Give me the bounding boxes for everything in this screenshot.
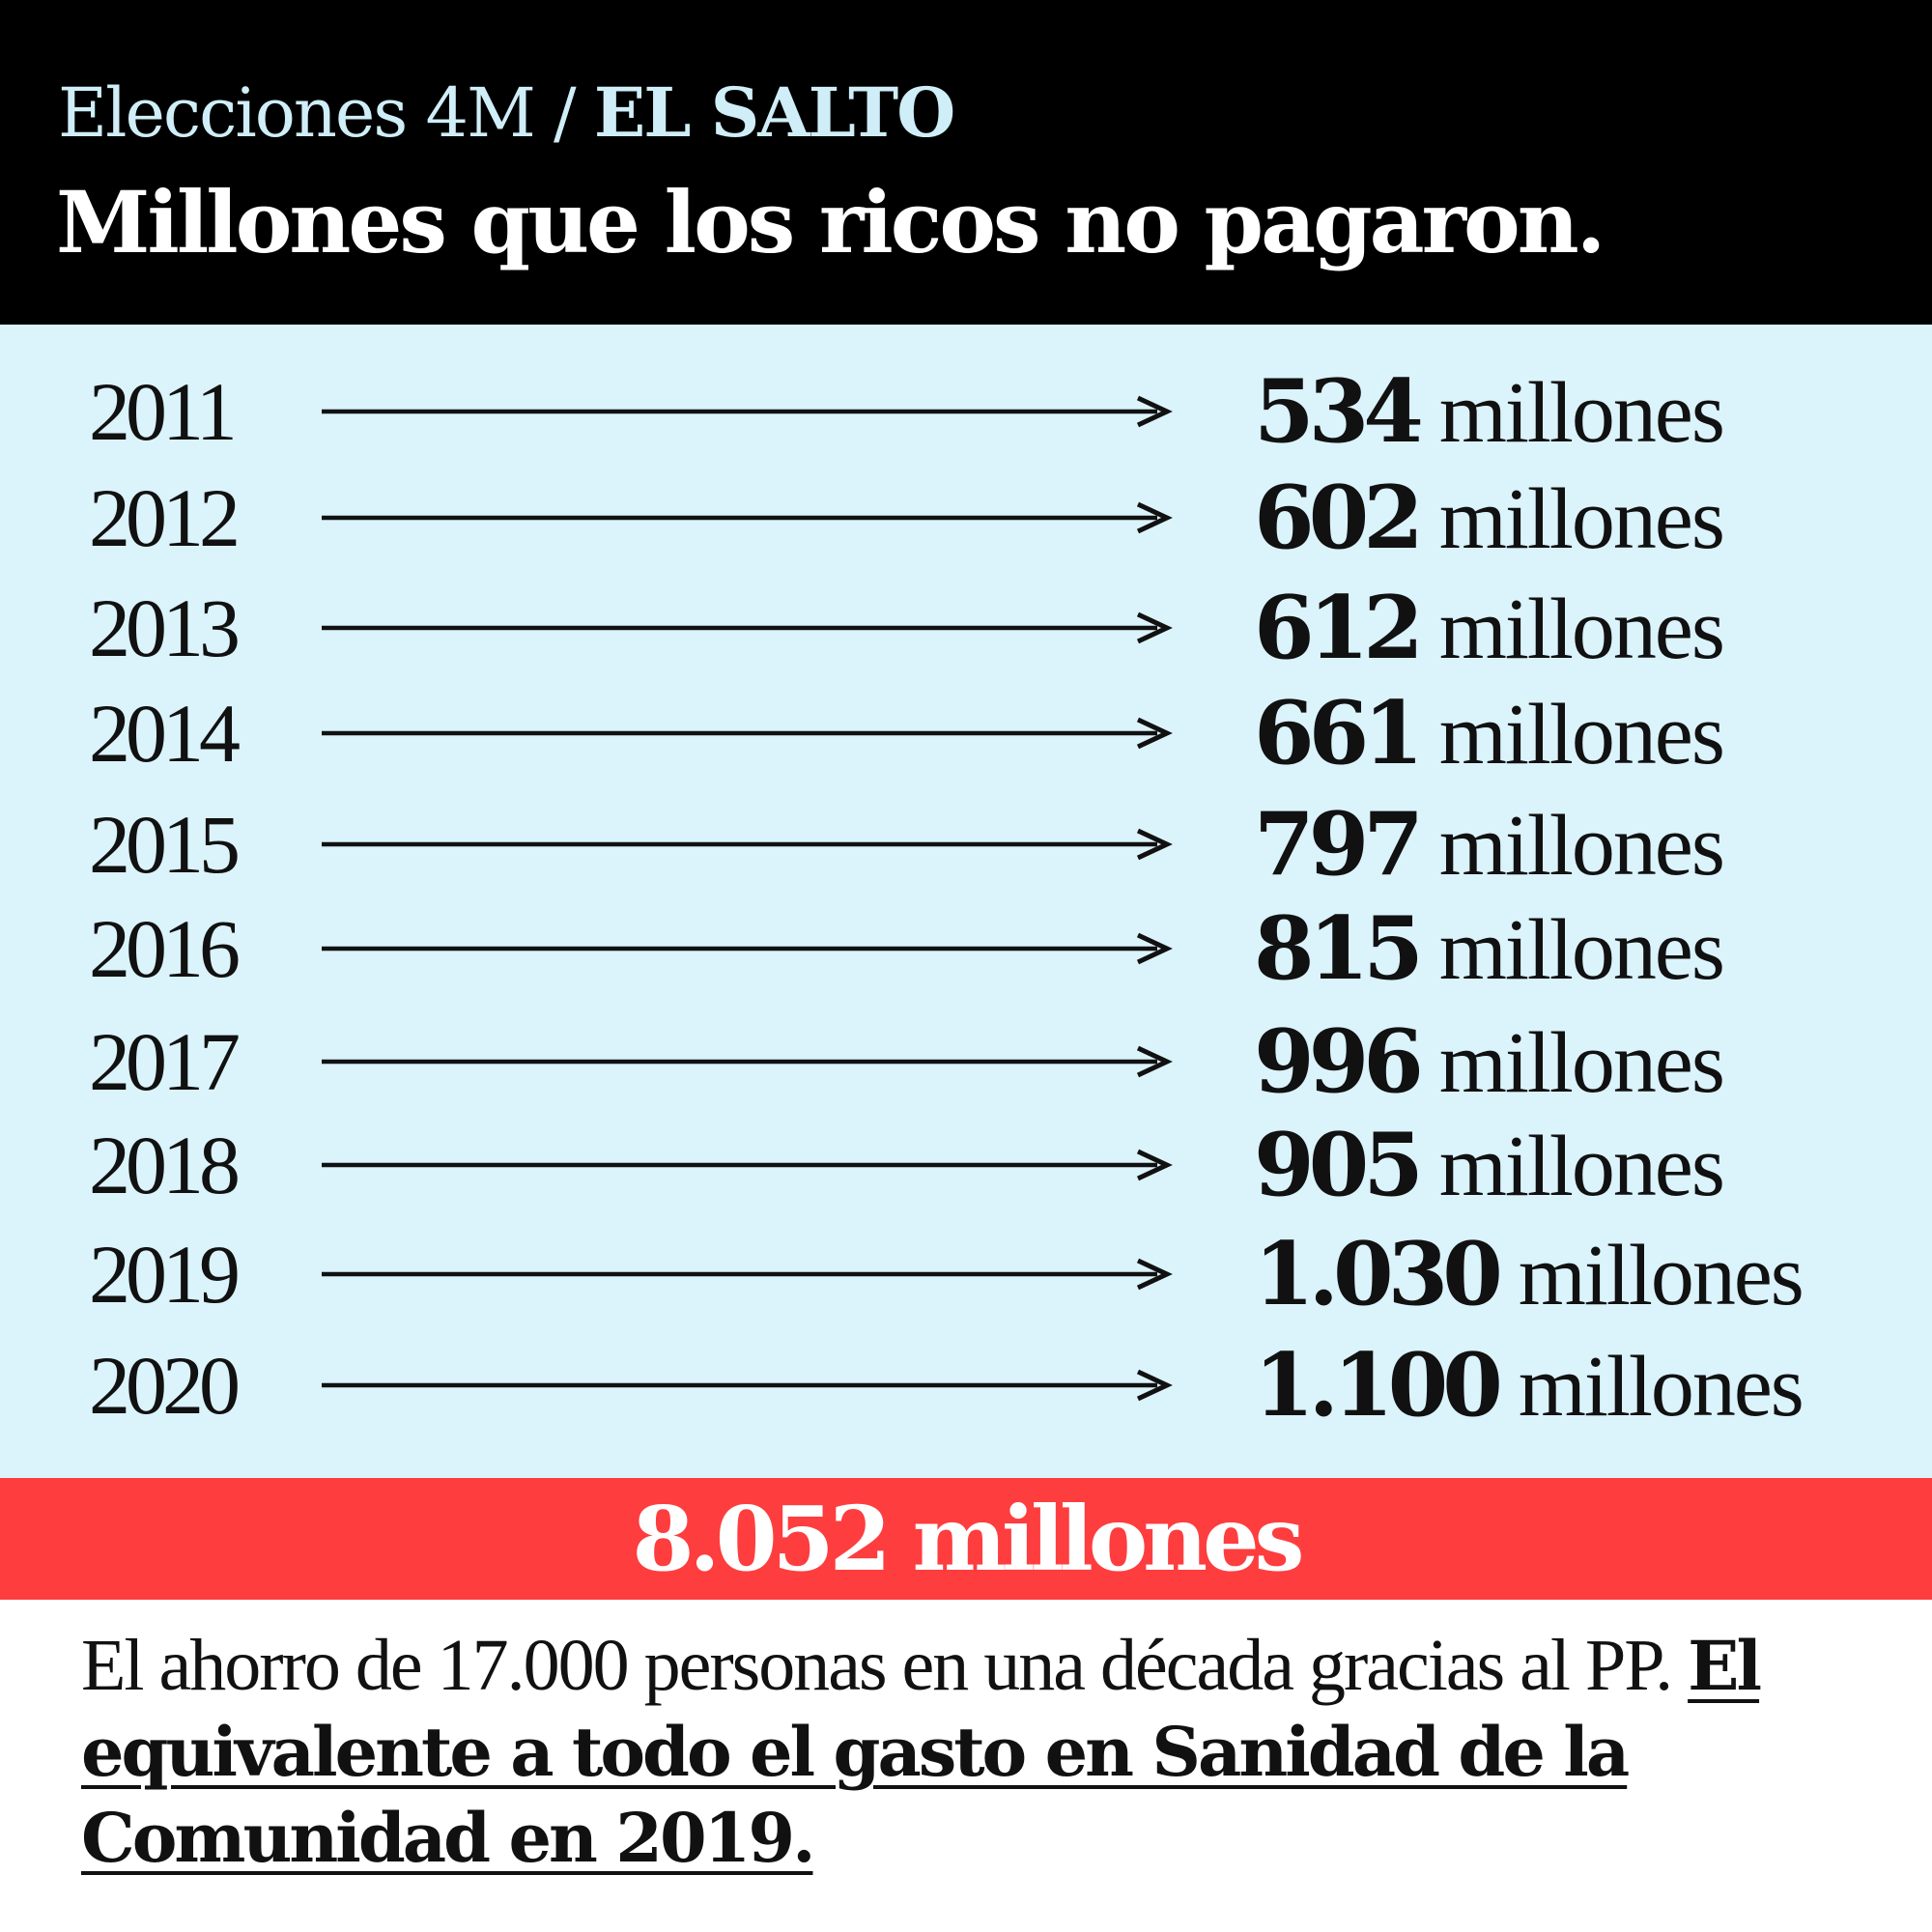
footnote-text: El ahorro de 17.000 personas en una década gracias al PP. — [81, 1625, 1689, 1706]
value-number: 612 — [1254, 577, 1418, 679]
table-row — [0, 1010, 1932, 1113]
year-label: 2015 — [89, 798, 236, 891]
table-row — [0, 1334, 1932, 1436]
arrow-icon — [319, 609, 1169, 647]
value-unit: millones — [1518, 1228, 1803, 1323]
value-unit: millones — [1438, 902, 1723, 998]
year-label: 2019 — [89, 1228, 236, 1321]
value-unit: millones — [1438, 471, 1723, 567]
value-number: 815 — [1254, 897, 1418, 1000]
total-bar — [0, 1478, 1932, 1600]
kicker-section: Elecciones 4M / — [58, 73, 594, 153]
value-label — [1254, 1223, 1803, 1325]
value-label — [1254, 360, 1723, 463]
value-number: 905 — [1254, 1114, 1418, 1216]
table-row — [0, 360, 1932, 463]
value-label — [1254, 793, 1723, 895]
arrow-icon — [319, 714, 1169, 753]
table-row — [0, 467, 1932, 569]
value-label — [1254, 469, 1723, 568]
value-unit: millones — [1438, 798, 1723, 894]
value-unit: millones — [1438, 582, 1723, 677]
arrow-icon — [319, 1255, 1169, 1293]
value-unit: millones — [1438, 687, 1723, 782]
header — [0, 0, 1932, 325]
year-label: 2013 — [89, 582, 236, 674]
value-label — [1254, 577, 1723, 679]
value-unit: millones — [1518, 1339, 1803, 1435]
value-number: 661 — [1254, 682, 1418, 784]
arrow-icon — [319, 498, 1169, 537]
year-value-table — [0, 325, 1932, 1478]
footnote — [81, 1623, 1878, 1881]
year-label: 2018 — [89, 1119, 236, 1211]
value-label — [1254, 1010, 1723, 1113]
value-label — [1254, 1114, 1723, 1216]
value-unit: millones — [1438, 1119, 1723, 1214]
year-label: 2016 — [89, 902, 236, 995]
total-label: 8.052 millones — [632, 1487, 1300, 1591]
arrow-icon — [319, 1146, 1169, 1184]
value-number: 1.100 — [1254, 1334, 1497, 1436]
year-label: 2011 — [89, 365, 233, 458]
year-label: 2014 — [89, 687, 236, 780]
value-unit: millones — [1438, 365, 1723, 461]
table-row — [0, 1223, 1932, 1325]
year-label: 2012 — [89, 471, 236, 564]
value-number: 602 — [1254, 467, 1418, 569]
year-label: 2017 — [89, 1015, 236, 1108]
footnote-emphasis: El equivalente a todo el gasto en Sanidad de la Comunidad en 2019. — [81, 1626, 1760, 1878]
kicker — [58, 70, 953, 156]
value-number: 1.030 — [1254, 1223, 1497, 1325]
table-row — [0, 1114, 1932, 1216]
arrow-icon — [319, 825, 1169, 864]
value-number: 797 — [1254, 793, 1418, 895]
year-label: 2020 — [89, 1339, 236, 1432]
value-label — [1254, 897, 1723, 1000]
arrow-icon — [319, 929, 1169, 968]
value-number: 996 — [1254, 1010, 1418, 1113]
table-row — [0, 793, 1932, 895]
arrow-icon — [319, 1042, 1169, 1081]
value-number: 534 — [1254, 360, 1418, 463]
brand-name: EL SALTO — [593, 72, 954, 153]
arrow-icon — [319, 1366, 1169, 1405]
value-label — [1254, 682, 1723, 784]
table-row — [0, 682, 1932, 784]
table-row — [0, 897, 1932, 1000]
page-title: Millones que los ricos no pagaron. — [56, 172, 1604, 272]
arrow-icon — [319, 392, 1169, 431]
table-row — [0, 577, 1932, 679]
value-unit: millones — [1438, 1015, 1723, 1111]
value-label — [1254, 1334, 1803, 1436]
